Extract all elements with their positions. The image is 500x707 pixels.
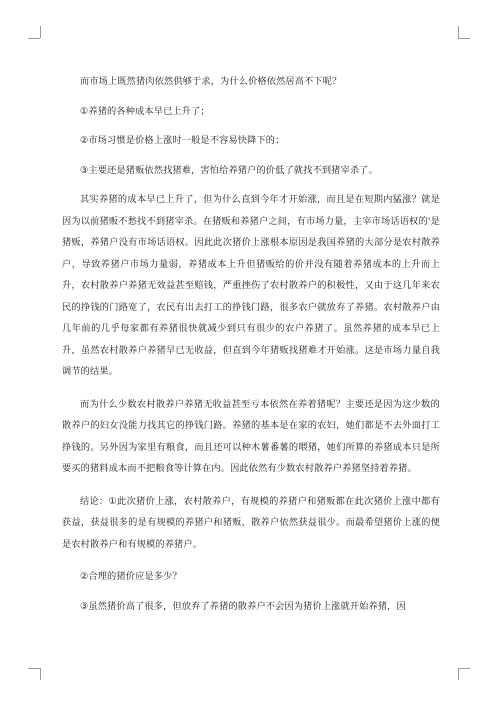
- paragraph-conclusion: 结论：①此次猪价上涨，农村散养户，有规模的养猪户和猪贩都在此次猪价上涨中都有获益，获益很多的是有规模的养猪户和猪贩，散养户依然获益很少。而最希望猪价上涨的便是农村散养户和有规模的养猪户。: [62, 495, 440, 550]
- crop-mark-top-left: [40, 26, 41, 38]
- crop-mark-top-right: [458, 38, 470, 39]
- paragraph-reason-1: ①养猪的各种成本早已上升了；: [80, 105, 210, 117]
- paragraph-reason-3: ③主要还是猪贩依然找猪难，害怕给养猪户的价低了就找不到猪宰杀了。: [80, 164, 378, 176]
- paragraph-smallholders: 而为什么少数农村散养户养猪无收益甚至亏本依然在养着猪呢？主要还是因为这少数的散养户的妇女没能力找其它的挣钱门路。养猪的基本是在家的农妇，她们都是不去外面打工挣钱的。另外因为家里有粮食，而且还可以种木薯番薯的喂猪，她们所算的养猪成本只是所要买的猪料成本而不把粮食等计算在内。因此依然有少数农村散养户养猪坚持着养猪。: [62, 398, 440, 474]
- crop-mark-bottom-left: [28, 668, 40, 669]
- crop-mark-bottom-right: [458, 668, 459, 680]
- paragraph-reason-2: ②市场习惯是价格上涨时一般是不容易快降下的；: [80, 135, 285, 146]
- crop-mark-top-right: [458, 26, 459, 38]
- paragraph-question: 而市场上既然猪肉依然供够于求，为什么价格依然居高不下呢？: [80, 76, 342, 87]
- paragraph-continuation: ③虽然猪价高了很多，但放弃了养猪的散养户不会因为猪价上涨就开始养猪，因: [80, 600, 406, 612]
- paragraph-price-question: ②合理的猪价应是多少？: [80, 571, 182, 582]
- crop-mark-bottom-left: [40, 668, 41, 680]
- paragraph-cost-analysis: 其实养猪的成本早已上升了，但为什么直到今年才开始涨，而且是在短期内猛涨？就是因为以前猪贩不愁找不到猪宰杀。在猪贩和养猪户之间，有市场力量，主宰市场话语权的'是猪贩，养猪户没有市场话语权。因此此次猪价上涨根本原因是我国养猪的大部分是农村散养户，导致养猪户市场力量弱，养猪成本上升但猪贩给的价并没有随着养猪成本的上升而上升，农村散养户养猪无效益甚至赔钱，严重挫伤了农村散养户的积极性，又由于这几年来农民的挣钱的门路宽了，农民有出去打工的挣钱门路，很多农户就放弃了养猪。农村散养户由几年前的几乎每家都有养猪很快就减少到只有很少的农户养猪了。虽然养猪的成本早已上升，虽然农村散养户养猪早已无收益，但直到今年猪贩找猪难才开始涨。这是市场力量自我调节的结果。: [62, 194, 440, 377]
- crop-mark-top-left: [28, 38, 40, 39]
- document-body: [62, 71, 440, 625]
- crop-mark-bottom-right: [458, 668, 470, 669]
